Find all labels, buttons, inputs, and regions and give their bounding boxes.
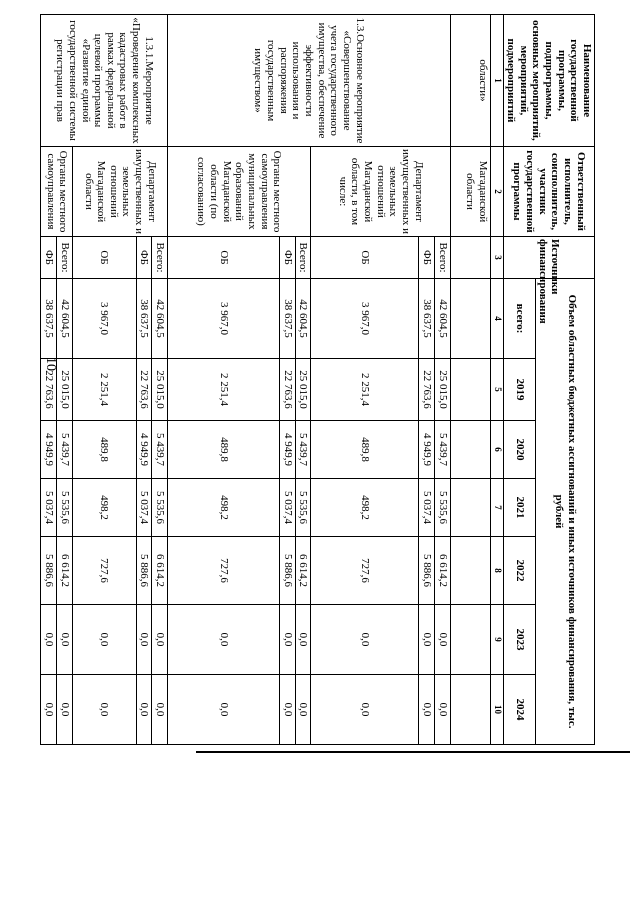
value-cell: 4 949,9 [279,421,295,479]
value-cell: 25 015,0 [434,359,450,421]
source-cell: ФБ [279,237,295,279]
value-cell: 5 439,7 [152,421,168,479]
header-source: Источники финансирования [503,237,594,279]
value-cell: 38 637,5 [41,279,57,359]
value-cell: 0,0 [167,605,279,675]
value-cell: 727,6 [311,537,419,605]
value-cell: 727,6 [72,537,136,605]
value-cell: 727,6 [167,537,279,605]
empty-cell [450,359,490,421]
column-index: 10 [490,675,503,745]
header-year: 2022 [503,537,536,605]
value-cell: 498,2 [311,479,419,537]
value-cell: 5 535,6 [434,479,450,537]
value-cell: 0,0 [41,605,57,675]
column-index: 1 [490,15,503,147]
header-year: 2021 [503,479,536,537]
table-row [152,15,168,745]
value-cell: 22 763,6 [136,359,152,421]
value-cell: 25 015,0 [57,359,73,421]
value-cell: 5 886,6 [41,537,57,605]
value-cell: 6 614,2 [57,537,73,605]
value-cell: 4 949,9 [136,421,152,479]
source-cell: Всего: [434,237,450,279]
rotated-table-container [15,14,595,744]
value-cell: 42 604,5 [152,279,168,359]
empty-cell [450,237,490,279]
column-index: 5 [490,359,503,421]
value-cell: 25 015,0 [295,359,311,421]
measure-name: 1.3.Основное мероприятие «Совершенствование учета государственного имущества, обеспечение эффективности использования и распоряжения государственным имуществом» [167,15,450,147]
header-year: 2024 [503,675,536,745]
value-cell: 489,8 [72,421,136,479]
value-cell: 6 614,2 [152,537,168,605]
header-name: Наименование государственной программы, подпрограммы, основных мероприятий, мероприятий, подмероприятий [503,15,594,147]
value-cell: 0,0 [279,605,295,675]
header-year: 2020 [503,421,536,479]
value-cell: 5 037,4 [279,479,295,537]
value-cell: 5 886,6 [419,537,435,605]
value-cell: 0,0 [152,675,168,745]
value-cell: 4 949,9 [41,421,57,479]
source-cell: Всего: [57,237,73,279]
header-total: всего: [503,279,536,359]
value-cell: 22 763,6 [419,359,435,421]
source-cell: ФБ [419,237,435,279]
table-row [450,15,490,745]
value-cell: 6 614,2 [434,537,450,605]
page-number: 10 [43,357,58,371]
value-cell: 0,0 [136,675,152,745]
value-cell: 0,0 [295,675,311,745]
header-executor: Ответственный исполнитель, соисполнитель, участник государственной программы [503,147,594,237]
value-cell: 0,0 [57,605,73,675]
value-cell: 3 967,0 [167,279,279,359]
executor-local-government: Органы местного самоуправления [41,147,72,237]
horizontal-rule [196,751,630,753]
value-cell: 25 015,0 [152,359,168,421]
source-cell: ОБ [311,237,419,279]
value-cell: 3 967,0 [311,279,419,359]
value-cell: 42 604,5 [295,279,311,359]
value-cell: 0,0 [41,675,57,745]
value-cell: 0,0 [295,605,311,675]
value-cell: 5 037,4 [419,479,435,537]
column-index: 2 [490,147,503,237]
measure-name: 1.3.1.Мероприятие «Проведение комплексных кадастровых работ в рамках федеральной целевой программы «Развитие единой государственной системы регистрации прав [41,15,168,147]
value-cell: 2 251,4 [167,359,279,421]
value-cell: 3 967,0 [72,279,136,359]
value-cell: 0,0 [72,675,136,745]
source-cell: ФБ [41,237,57,279]
header-year: 2019 [503,359,536,421]
column-index: 4 [490,279,503,359]
header-year: 2023 [503,605,536,675]
column-index: 7 [490,479,503,537]
header-volume: Объем областных бюджетных ассигнований и иных источников финансирования, тыс. рублей [536,279,595,745]
value-cell: 5 439,7 [295,421,311,479]
header-row [536,15,595,745]
value-cell: 5 439,7 [434,421,450,479]
empty-cell [450,675,490,745]
value-cell: 38 637,5 [419,279,435,359]
executor-local-government: Органы местного самоуправления муниципальных образований Магаданской области (по согласованию) [167,147,310,237]
value-cell: 42 604,5 [434,279,450,359]
value-cell: 0,0 [279,675,295,745]
value-cell: 2 251,4 [72,359,136,421]
value-cell: 0,0 [311,675,419,745]
value-cell: 0,0 [72,605,136,675]
value-cell: 5 886,6 [136,537,152,605]
empty-cell [450,279,490,359]
row-name: области» [450,15,490,147]
column-index: 9 [490,605,503,675]
value-cell: 38 637,5 [136,279,152,359]
executor-department: Департамент имущественных и земельных отношений Магаданской области [72,147,167,237]
source-cell: ФБ [136,237,152,279]
value-cell: 4 949,9 [419,421,435,479]
value-cell: 5 535,6 [295,479,311,537]
value-cell: 38 637,5 [279,279,295,359]
value-cell: 0,0 [57,675,73,745]
source-cell: ОБ [72,237,136,279]
value-cell: 0,0 [434,675,450,745]
value-cell: 22 763,6 [41,359,57,421]
value-cell: 5 886,6 [279,537,295,605]
column-index: 8 [490,537,503,605]
value-cell: 6 614,2 [295,537,311,605]
table-row [434,15,450,745]
column-index-row [490,15,503,745]
value-cell: 0,0 [152,605,168,675]
empty-cell [450,479,490,537]
empty-cell [450,605,490,675]
source-cell: Всего: [152,237,168,279]
executor-department: Департамент имущественных и земельных отношений Магаданской области, в том числе: [311,147,450,237]
column-index: 6 [490,421,503,479]
funding-table [40,14,595,745]
value-cell: 0,0 [434,605,450,675]
value-cell: 498,2 [72,479,136,537]
empty-cell [450,421,490,479]
value-cell: 42 604,5 [57,279,73,359]
row-executor: Магаданской области [450,147,490,237]
source-cell: Всего: [295,237,311,279]
value-cell: 5 037,4 [136,479,152,537]
value-cell: 5 535,6 [57,479,73,537]
value-cell: 0,0 [167,675,279,745]
value-cell: 0,0 [136,605,152,675]
value-cell: 489,8 [167,421,279,479]
value-cell: 0,0 [311,605,419,675]
source-cell: ОБ [167,237,279,279]
value-cell: 5 439,7 [57,421,73,479]
value-cell: 5 037,4 [41,479,57,537]
empty-cell [450,537,490,605]
column-index: 3 [490,237,503,279]
value-cell: 2 251,4 [311,359,419,421]
value-cell: 0,0 [419,605,435,675]
value-cell: 22 763,6 [279,359,295,421]
value-cell: 498,2 [167,479,279,537]
value-cell: 489,8 [311,421,419,479]
value-cell: 0,0 [419,675,435,745]
value-cell: 5 535,6 [152,479,168,537]
